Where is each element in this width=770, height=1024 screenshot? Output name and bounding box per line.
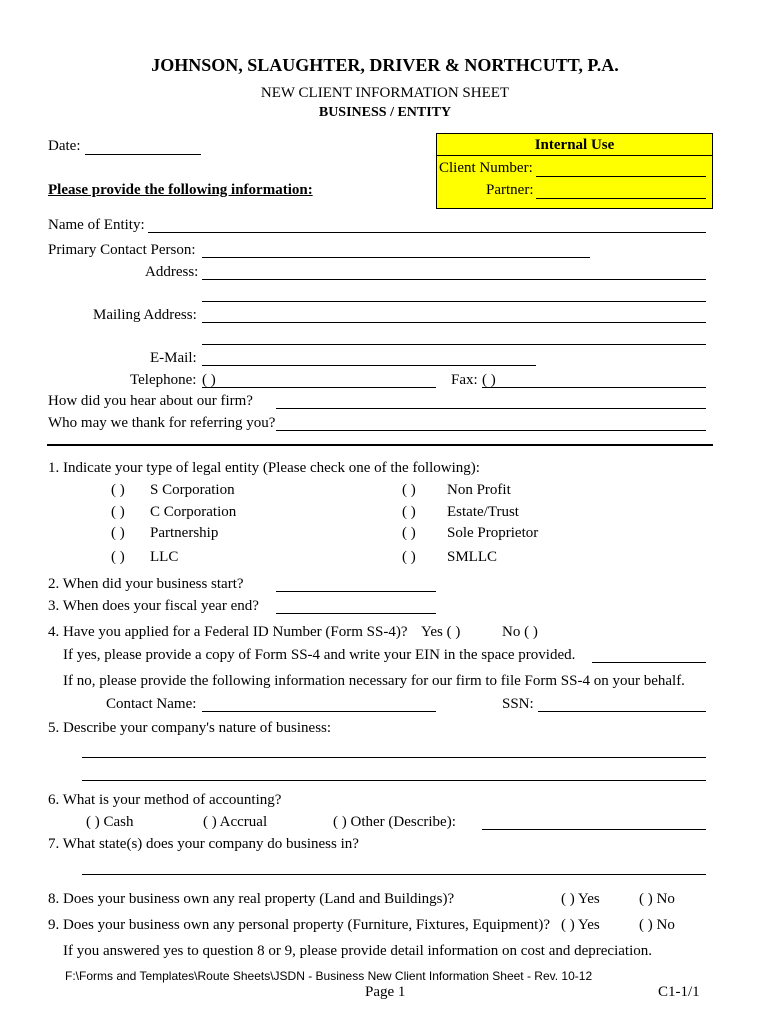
question-8-text: 8. Does your business own any real property (Land and Buildings)?: [48, 891, 455, 907]
federal-id-yes-option[interactable]: Yes ( ): [421, 624, 461, 640]
mailing-address-field-line-2[interactable]: [202, 344, 706, 345]
business-start-field[interactable]: [276, 591, 436, 592]
question-3-text: 3. When does your fiscal year end?: [48, 598, 259, 614]
address-field-line-2[interactable]: [202, 301, 706, 302]
option-partnership: Partnership: [150, 525, 219, 541]
question-9-text: 9. Does your business own any personal property (Furniture, Fixtures, Equipment)?: [48, 917, 550, 933]
mailing-address-field-line-1[interactable]: [202, 322, 706, 323]
mailing-address-label: Mailing Address:: [93, 307, 197, 323]
email-label: E-Mail:: [150, 350, 197, 366]
personal-property-yes-option[interactable]: ( ) Yes: [561, 917, 600, 933]
depreciation-note: If you answered yes to question 8 or 9, please provide detail information on cost and depreciation.: [63, 943, 652, 959]
referral-source-label: How did you hear about our firm?: [48, 393, 253, 409]
checkbox-estate-trust[interactable]: ( ): [402, 504, 416, 520]
sheet-title: NEW CLIENT INFORMATION SHEET: [260, 85, 510, 101]
telephone-area-code: ( ): [202, 372, 216, 388]
internal-use-heading: Internal Use: [437, 134, 712, 156]
checkbox-smllc[interactable]: ( ): [402, 549, 416, 565]
entity-name-label: Name of Entity:: [48, 217, 145, 233]
question-7-text: 7. What state(s) does your company do business in?: [48, 836, 359, 852]
option-estate-trust: Estate/Trust: [447, 504, 519, 520]
fiscal-year-end-field[interactable]: [276, 613, 436, 614]
partner-label: Partner:: [486, 182, 534, 198]
nature-of-business-field-line-2[interactable]: [82, 780, 706, 781]
checkbox-non-profit[interactable]: ( ): [402, 482, 416, 498]
accounting-other-field[interactable]: [482, 829, 706, 830]
checkbox-llc[interactable]: ( ): [111, 549, 125, 565]
fax-label: Fax:: [451, 372, 478, 388]
date-label: Date:: [48, 138, 81, 154]
primary-contact-label: Primary Contact Person:: [48, 242, 196, 258]
option-smllc: SMLLC: [447, 549, 498, 565]
address-label: Address:: [145, 264, 199, 280]
question-6-text: 6. What is your method of accounting?: [48, 792, 282, 808]
referrer-label: Who may we thank for referring you?: [48, 415, 276, 431]
nature-of-business-field-line-1[interactable]: [82, 757, 706, 758]
referral-source-field[interactable]: [276, 408, 706, 409]
footer-file-path: F:\Forms and Templates\Route Sheets\JSDN - Business New Client Information Sheet - Rev. 10-12: [65, 969, 593, 983]
question-4-if-no-text: If no, please provide the following information necessary for our firm to file Form SS-4 on your behalf.: [63, 673, 685, 689]
email-field[interactable]: [202, 365, 536, 366]
contact-name-label: Contact Name:: [106, 696, 197, 712]
checkbox-c-corporation[interactable]: ( ): [111, 504, 125, 520]
fax-area-code: ( ): [482, 372, 496, 388]
question-2-text: 2. When did your business start?: [48, 576, 244, 592]
accounting-other-option[interactable]: ( ) Other (Describe):: [333, 814, 456, 830]
sheet-subtitle: BUSINESS / ENTITY: [318, 105, 452, 120]
firm-name: JOHNSON, SLAUGHTER, DRIVER & NORTHCUTT, P.A.: [151, 55, 619, 75]
fax-field[interactable]: [482, 387, 706, 388]
question-4-text: 4. Have you applied for a Federal ID Number (Form SS-4)?: [48, 624, 408, 640]
checkbox-sole-proprietor[interactable]: ( ): [402, 525, 416, 541]
entity-name-field[interactable]: [148, 232, 706, 233]
federal-id-no-option[interactable]: No ( ): [502, 624, 538, 640]
client-number-label: Client Number:: [439, 160, 533, 176]
option-sole-proprietor: Sole Proprietor: [447, 525, 539, 541]
option-c-corporation: C Corporation: [150, 504, 237, 520]
ssn-field[interactable]: [538, 711, 706, 712]
instructions-text: Please provide the following information:: [48, 182, 313, 198]
date-field[interactable]: [85, 154, 201, 155]
question-4-if-yes-text: If yes, please provide a copy of Form SS-4 and write your EIN in the space provided.: [63, 647, 576, 663]
checkbox-s-corporation[interactable]: ( ): [111, 482, 125, 498]
section-divider: [47, 444, 713, 446]
address-field-line-1[interactable]: [202, 279, 706, 280]
question-1-text: 1. Indicate your type of legal entity (Please check one of the following):: [48, 460, 480, 476]
primary-contact-field[interactable]: [202, 257, 590, 258]
telephone-label: Telephone:: [130, 372, 197, 388]
partner-field[interactable]: [536, 198, 706, 199]
real-property-yes-option[interactable]: ( ) Yes: [561, 891, 600, 907]
form-code: C1-1/1: [658, 984, 700, 1000]
real-property-no-option[interactable]: ( ) No: [639, 891, 675, 907]
option-llc: LLC: [150, 549, 179, 565]
personal-property-no-option[interactable]: ( ) No: [639, 917, 675, 933]
business-states-field[interactable]: [82, 874, 706, 875]
option-non-profit: Non Profit: [447, 482, 511, 498]
telephone-field[interactable]: [202, 387, 436, 388]
accounting-accrual-option[interactable]: ( ) Accrual: [203, 814, 268, 830]
client-number-field[interactable]: [536, 176, 706, 177]
checkbox-partnership[interactable]: ( ): [111, 525, 125, 541]
ein-field[interactable]: [592, 662, 706, 663]
question-5-text: 5. Describe your company's nature of business:: [48, 720, 332, 736]
ssn-label: SSN:: [502, 696, 534, 712]
referrer-field[interactable]: [276, 430, 706, 431]
page-number: Page 1: [365, 984, 406, 1000]
accounting-cash-option[interactable]: ( ) Cash: [86, 814, 134, 830]
contact-name-field[interactable]: [202, 711, 436, 712]
option-s-corporation: S Corporation: [150, 482, 235, 498]
